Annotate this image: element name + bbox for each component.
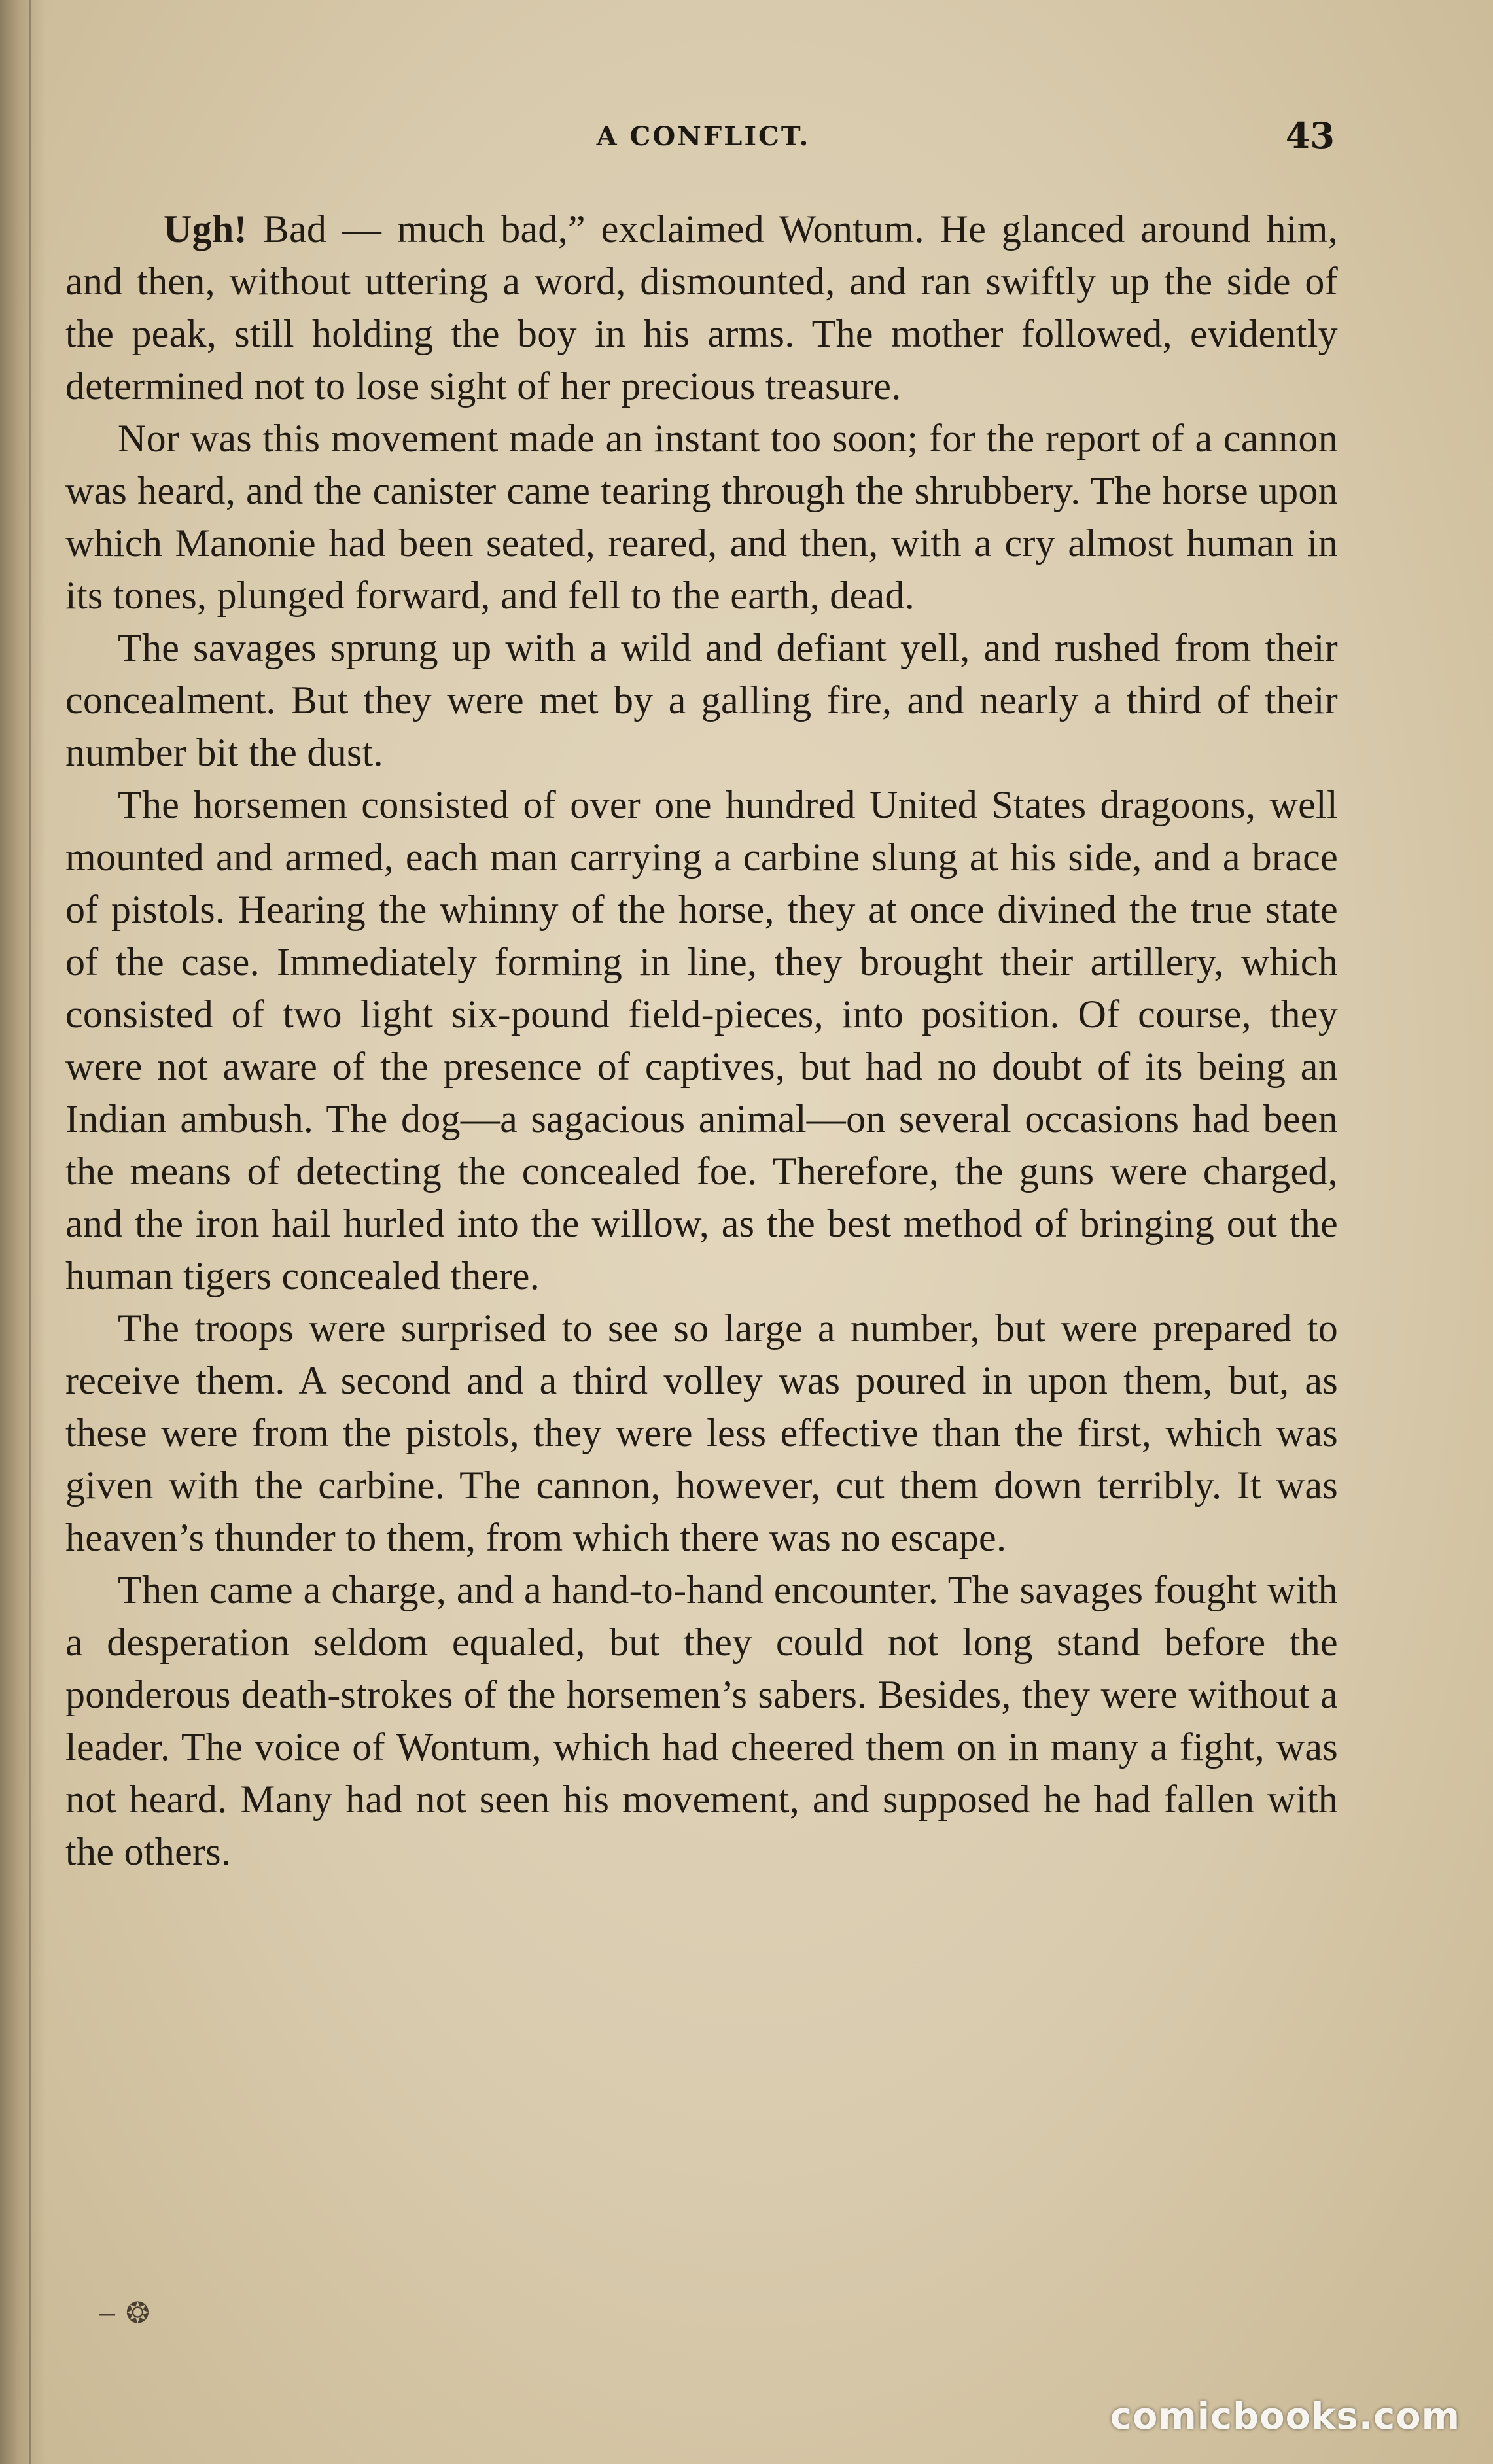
paragraph-1 — [65, 203, 1338, 412]
page-gutter — [0, 0, 46, 2464]
body-text — [65, 203, 1338, 1878]
page-number: 43 — [1285, 114, 1335, 156]
paragraph-text: Nor was this movement made an instant too soon; for the report of a cannon was heard, and the canister came tearing through the shrubbery. The horse upon which Manonie had been seated, reared, and then, with a cry almost human in its tones, plunged forward, and fell to the earth, dead. — [65, 417, 1338, 617]
paragraph-text: Bad — much bad,” exclaimed Wontum. He glanced around him, and then, without uttering a word, dismounted, and ran swiftly up the side of the peak, still holding the boy in his arms. The mother followed, evidently determined not to lose sight of her precious treasure. — [65, 207, 1338, 408]
binding-edge — [29, 0, 31, 2464]
paragraph-text: The horsemen consisted of over one hundred United States dragoons, well mounted and armed, each man carrying a carbine slung at his side, and a brace of pistols. Hearing the whinny of the horse, they at once divined the true state of the case. Immediately forming in line, they brought their artillery, which consisted of two light six-pound field-pieces, into position. Of course, they were not aware of the presence of captives, but had no doubt of its being an Indian ambush. The dog—a sagacious animal—on several occasions had been the means of detecting the concealed foe. Therefore, the guns were charged, and the iron hail hurled into the willow, as the best method of bringing out the human tigers concealed there. — [65, 783, 1338, 1297]
paragraph-3 — [65, 622, 1338, 779]
page-header — [72, 114, 1335, 167]
paragraph-2 — [65, 412, 1338, 622]
paragraph-5 — [65, 1302, 1338, 1564]
footer-signature-mark: ‒ ❂ — [98, 2297, 150, 2330]
paragraph-text: The savages sprung up with a wild and defiant yell, and rushed from their concealment. But they were met by a galling fire, and nearly a third of their number bit the dust. — [65, 626, 1338, 774]
paragraph-text: The troops were surprised to see so large a number, but were prepared to receive them. A second and a third volley was poured in upon them, but, as these were from the pistols, they were less effective than the first, which was given with the carbine. The cannon, however, cut them down terribly. It was heaven’s thunder to them, from which there was no escape. — [65, 1307, 1338, 1559]
paragraph-text: Then came a charge, and a hand-to-hand encounter. The savages fought with a desperation seldom equaled, but they could not long stand before the ponderous death-strokes of the horsemen’s sabers. Besides, they were without a leader. The voice of Wontum, which had cheered them on in many a fight, was not heard. Many had not seen his movement, and supposed he had fallen with the others. — [65, 1568, 1338, 1873]
paragraph-4 — [65, 779, 1338, 1302]
watermark: comicbooks.com — [1110, 2395, 1460, 2438]
running-head: A CONFLICT. — [596, 121, 811, 152]
paragraph-6 — [65, 1564, 1338, 1878]
paragraph-lead-word: Ugh! — [164, 207, 247, 251]
